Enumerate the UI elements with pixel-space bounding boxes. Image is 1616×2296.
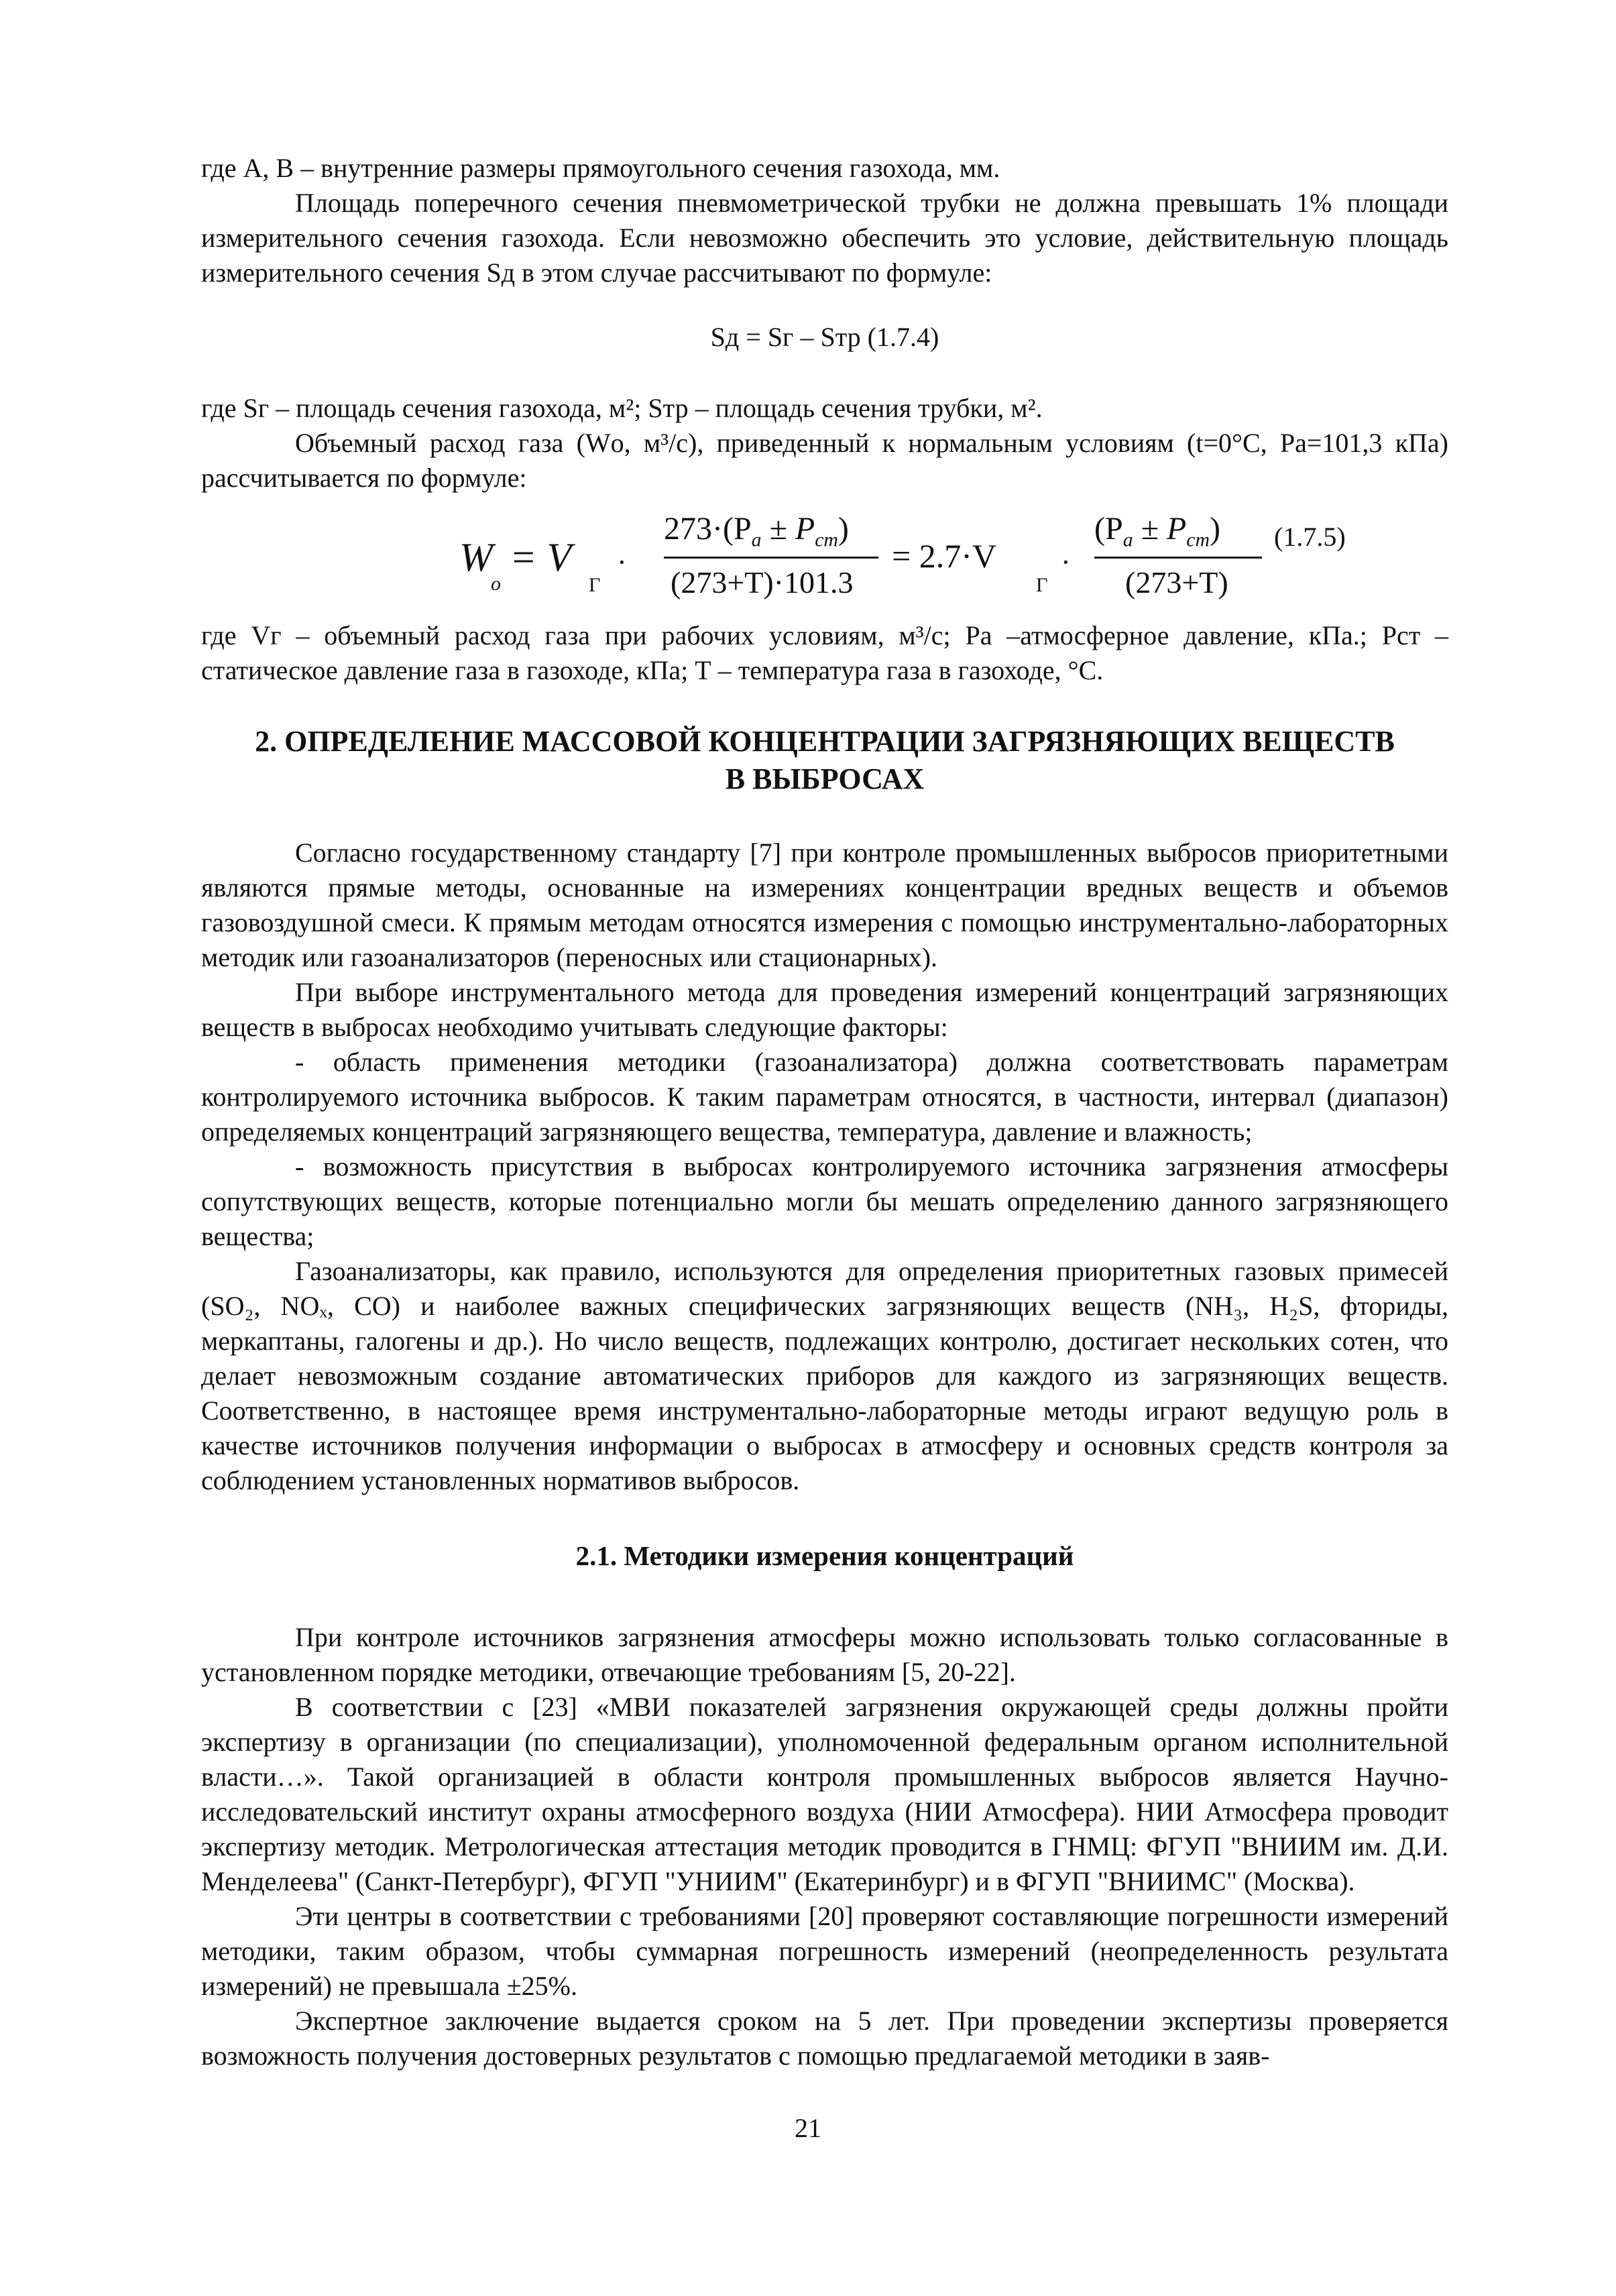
fraction-bar-1 [664,557,878,559]
formula-1-7-5: W o = V Г · $273\cdot(P_a \pm P_{cm})$ (273+T)·101.3 = 2.7·V Г · $(P_a \pm P_{cm})$ (273+T) (1.7.5) [201,500,1448,617]
formula-v-sub: Г [589,574,601,596]
page-body [201,151,1448,2073]
page-number: 21 [795,2113,821,2143]
formula-eq2: = 2.7·V [892,537,996,575]
formula-1-7-4-legend: где Sг – площадь сечения газохода, м²; Sтр – площадь сечения трубки, м². [201,393,1043,423]
formula-eq1: = V [510,535,572,579]
paragraph-mvi: В соответствии с [23] «МВИ показателей загрязнения окружающей среды должны пройти экспертизу в организации (по специализации), уполномоченной федеральным органом исполнительной власти…». Такой организацией в области контроля промышленных выбросов является Научно-исследовательский институт охраны атмосферного воздуха (НИИ Атмосфера). НИИ Атмосфера проводит экспертизу методик. Метрологическая аттестация методик проводится в ГНМЦ: ФГУП "ВНИИМ им. Д.И. Менделеева" (Санкт-Петербург), ФГУП "УНИИМ" (Екатеринбург) и в ФГУП "ВНИИМС" (Москва). [201,1692,1448,1896]
formula-1-7-5-legend: где Vг – объемный расход газа при рабочих условиям, м³/с; Pа –атмосферное давление, кПа.; Pст – статическое давление газа в газоходе, кПа; Т – температура газа в газоходе, °С. [201,620,1448,685]
formula-lhs-sub: o [491,573,501,595]
intro-line: где A, B – внутренние размеры прямоугольного сечения газохода, мм. [201,153,1000,183]
section-2-title: 2. ОПРЕДЕЛЕНИЕ МАССОВОЙ КОНЦЕНТРАЦИИ ЗАГРЯЗНЯЮЩИХ ВЕЩЕСТВ В ВЫБРОСАХ [255,725,1395,795]
denominator-2: (273+T) [1125,565,1228,599]
formula-1-7-4: Sд = Sг – Sтр (1.7.4) [710,322,939,352]
fraction-bar-2 [1094,557,1262,559]
paragraph-expert: Экспертное заключение выдается сроком на 5 лет. При проведении экспертизы проверяется возможность получения достоверных результатов с помощью предлагаемой методики в заяв- [201,2006,1448,2071]
paragraph-area: Площадь поперечного сечения пневмометрической трубки не должна превышать 1% площади измерительного сечения газохода. Если невозможно обеспечить это условие, действительную площадь измерительного сечения Sд в этом случае рассчитывают по формуле: [201,188,1448,288]
paragraph-volume: Объемный расход газа (Wо, м³/с), приведенный к нормальным условиям (t=0°С, Pа=101,3 кПа) рассчитывается по формуле: [201,428,1448,493]
factor-item-1: - область применения методики (газоанализатора) должна соответствовать параметрам контролируемого источника выбросов. К таким параметрам относятся, в частности, интервал (диапазон) определяемых концентраций загрязняющего вещества, температура, давление и влажность; [201,1047,1448,1147]
factor-item-2: - возможность присутствия в выбросах контролируемого источника загрязнения атмосферы сопутствующих веществ, которые потенциально могли бы мешать определению данного загрязняющего вещества; [201,1151,1448,1251]
numerator-1: $273\cdot(P_a \pm P_{cm})$ [664,511,849,551]
paragraph-control: При контроле источников загрязнения атмосферы можно использовать только согласованные в установленном порядке методики, отвечающие требованиям [5, 20-22]. [201,1622,1448,1687]
paragraph-gas-analyzers: Газоанализаторы, как правило, используются для определения приоритетных газовых примесей (SO₂, NOₓ, CO) и наиболее важных специфических загрязняющих веществ (NH₃, H₂S, фториды, меркаптаны, галогены и др.). Но число веществ, подлежащих контролю, достигает нескольких сотен, что делает невозможным создание автоматических приборов для каждого из загрязняющих веществ. Соответственно, в настоящее время инструментально-лабораторные методы играют ведущую роль в качестве источников получения информации о выбросах в атмосферу и основных средств контроля за соблюдением установленных нормативов выбросов. [201,1256,1448,1495]
numerator-2: $(P_a \pm P_{cm})$ [1094,511,1220,551]
denominator-1: (273+T)·101.3 [671,565,854,599]
section-2-1-title: 2.1. Методики измерения концентраций [575,1540,1074,1571]
formula-lhs: W [459,535,493,579]
paragraph-centers: Эти центры в соответствии с требованиями [20] проверяют составляющие погрешности измерений методики, таким образом, чтобы суммарная погрешность измерений (неопределенность результата измерений) не превышала ±25%. [201,1901,1448,2001]
formula-v-sub-2: Г [1036,574,1048,596]
paragraph-standard: Согласно государственному стандарту [7] при контроле промышленных выбросов приоритетными являются прямые методы, основанные на измерениях концентрации вредных веществ и объемов газовоздушной смеси. К прямым методам относятся измерения с помощью инструментально-лабораторных методик или газоанализаторов (переносных или стационарных). [201,838,1448,972]
paragraph-factors: При выборе инструментального метода для проведения измерений концентраций загрязняющих веществ в выбросах необходимо учитывать следующие факторы: [201,977,1448,1042]
formula-label: (1.7.5) [1274,522,1346,552]
